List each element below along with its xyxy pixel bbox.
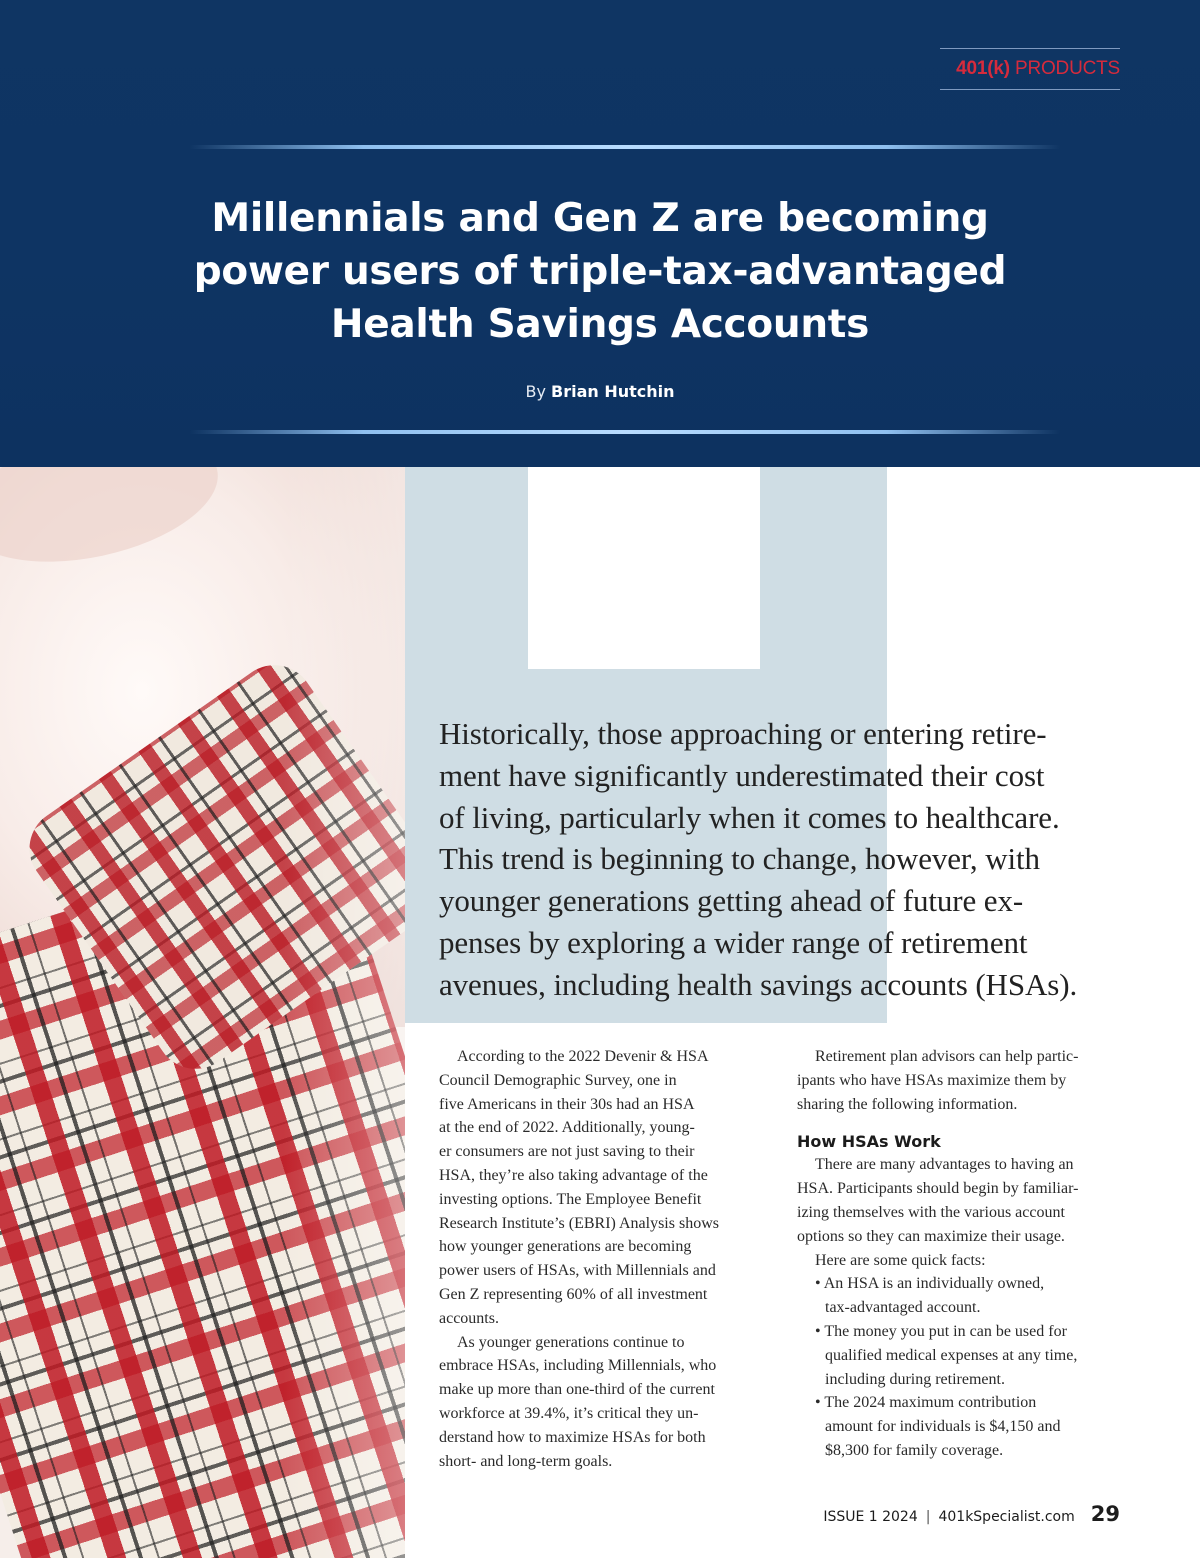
photo-highlight	[0, 467, 405, 1558]
bullet-continuation: qualified medical expenses at any time,	[825, 1346, 1078, 1364]
article-photo	[0, 467, 405, 1558]
body-line: HSA, they’re also taking advantage of the	[439, 1166, 708, 1184]
body-line: er consumers are not just saving to their	[439, 1143, 695, 1161]
body-line: ipants who have HSAs maximize them by	[797, 1071, 1067, 1089]
bullet-continuation: tax-advantaged account.	[825, 1299, 981, 1317]
decorative-rule-bottom	[190, 430, 1060, 434]
body-line: accounts.	[439, 1309, 499, 1327]
body-line: According to the 2022 Devenir & HSA	[457, 1048, 709, 1065]
body-line: at the end of 2022. Additionally, young-	[439, 1119, 695, 1137]
bullet-continuation: including during retirement.	[825, 1370, 1005, 1388]
body-line: sharing the following information.	[797, 1095, 1018, 1113]
byline-author: Brian Hutchin	[551, 382, 675, 401]
body-line: Retirement plan advisors can help partic-	[815, 1048, 1079, 1065]
lead-line: Historically, those approaching or entering retire-	[439, 716, 1047, 751]
body-line: Here are some quick facts:	[815, 1251, 986, 1269]
body-column-right	[797, 1045, 1127, 1463]
headline-line: power users of triple-tax-advantaged	[193, 249, 1007, 294]
bullet-item: • An HSA is an individually owned,	[815, 1275, 1045, 1293]
body-line: how younger generations are becoming	[439, 1238, 692, 1256]
bullet-continuation: amount for individuals is $4,150 and	[825, 1418, 1061, 1436]
footer-site: 401kSpecialist.com	[938, 1509, 1075, 1525]
body-column-left	[439, 1045, 769, 1473]
body-line: workforce at 39.4%, it’s critical they un-	[439, 1404, 699, 1422]
body-line: five Americans in their 30s had an HSA	[439, 1095, 695, 1113]
body-line: Gen Z representing 60% of all investment	[439, 1285, 708, 1303]
lead-line: ment have significantly underestimated their cost	[439, 757, 1045, 793]
footer-issue: ISSUE 1 2024	[823, 1509, 918, 1525]
lead-line: This trend is beginning to change, however, with	[439, 841, 1040, 877]
body-line: short- and long-term goals.	[439, 1452, 613, 1470]
body-line: investing options. The Employee Benefit	[439, 1190, 702, 1208]
body-line: derstand how to maximize HSAs for both	[439, 1428, 706, 1446]
bullet-item: • The 2024 maximum contribution	[815, 1394, 1037, 1412]
section-tag	[940, 48, 1120, 90]
section-tag-strong: 401(k)	[956, 58, 1010, 79]
lead-paragraph	[439, 713, 1129, 1006]
byline	[0, 382, 1200, 401]
page-footer	[823, 1502, 1120, 1526]
byline-prefix: By	[525, 382, 551, 401]
section-subhead: How HSAs Work	[797, 1132, 941, 1152]
lead-line: of living, particularly when it comes to healthcare.	[439, 799, 1060, 835]
body-line: HSA. Participants should begin by familiar-	[797, 1180, 1079, 1198]
body-line: power users of HSAs, with Millennials and	[439, 1262, 716, 1280]
article-headline	[120, 192, 1080, 351]
lead-line: younger generations getting ahead of future ex-	[439, 883, 1024, 919]
header-band	[0, 0, 1200, 467]
page-number: 29	[1090, 1502, 1120, 1526]
decorative-rule-top	[190, 145, 1060, 149]
body-line: izing themselves with the various account	[797, 1203, 1065, 1221]
lead-line: penses by exploring a wider range of retirement	[439, 924, 1028, 960]
section-tag-rest: PRODUCTS	[1009, 58, 1120, 79]
body-line: make up more than one-third of the current	[439, 1381, 715, 1399]
headline-line: Millennials and Gen Z are becoming	[211, 196, 989, 241]
bullet-continuation: $8,300 for family coverage.	[825, 1441, 1004, 1459]
body-line: There are many advantages to having an	[815, 1156, 1074, 1174]
body-line: Council Demographic Survey, one in	[439, 1071, 677, 1089]
headline-line: Health Savings Accounts	[330, 302, 870, 347]
body-line: As younger generations continue to	[457, 1333, 685, 1351]
body-line: options so they can maximize their usage.	[797, 1227, 1065, 1245]
footer-separator: |	[925, 1509, 931, 1525]
body-line: embrace HSAs, including Millennials, who	[439, 1357, 717, 1375]
bullet-item: • The money you put in can be used for	[815, 1322, 1067, 1340]
body-line: Research Institute’s (EBRI) Analysis shows	[439, 1214, 719, 1232]
lead-line: avenues, including health savings accounts (HSAs).	[439, 966, 1078, 1002]
